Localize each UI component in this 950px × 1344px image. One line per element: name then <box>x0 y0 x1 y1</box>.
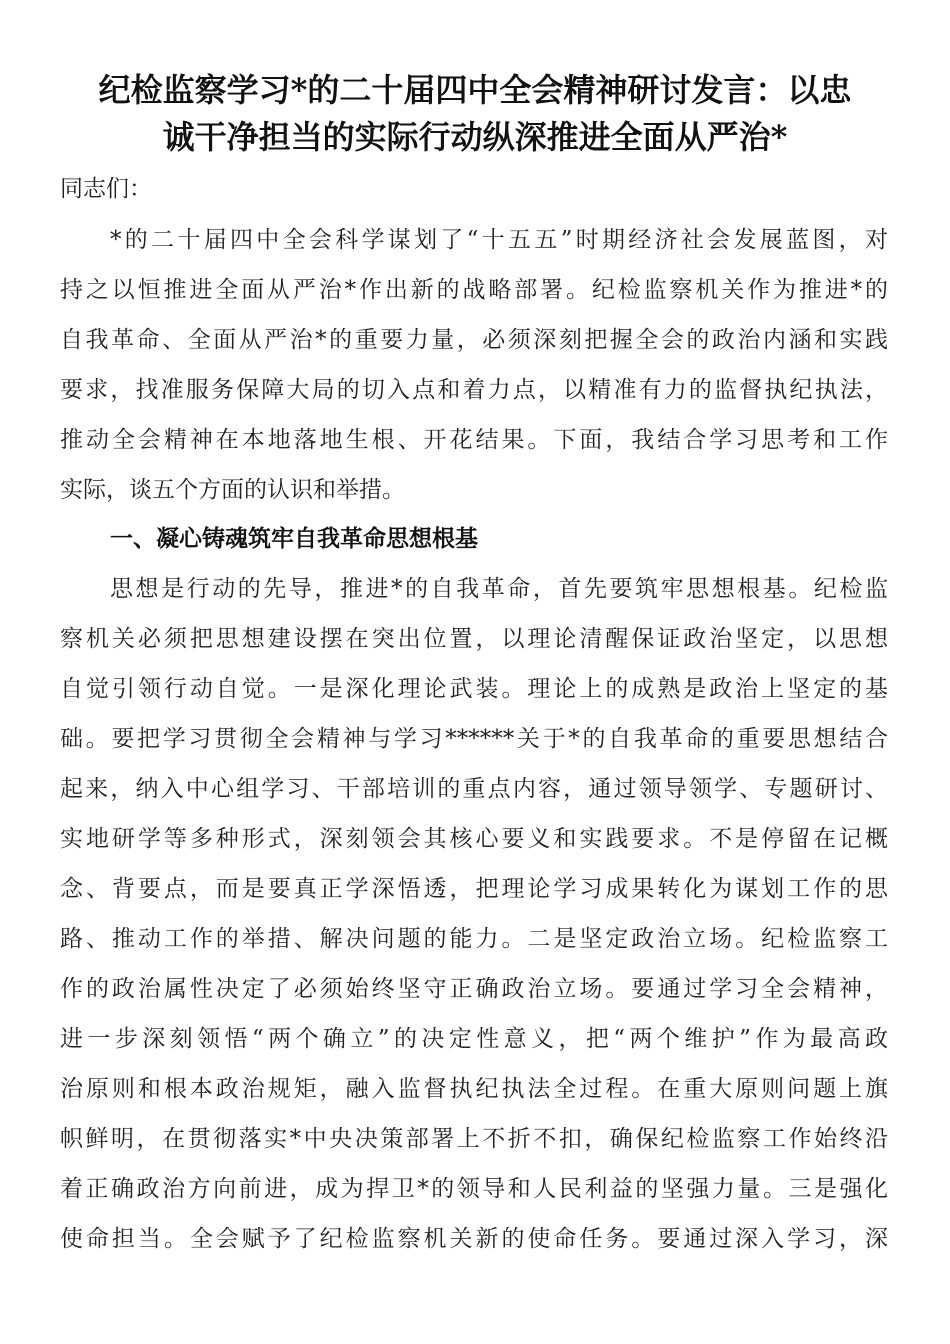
paragraph-2-line: 思想是行动的先导，推进*的自我革命，首先要筑牢思想根基。纪检监 <box>110 576 888 602</box>
document-title-line-1: 纪检监察学习*的二十届四中全会精神研讨发言：以忠 <box>98 71 852 109</box>
document-title-line-2: 诚干净担当的实际行动纵深推进全面从严治* <box>162 118 788 156</box>
paragraph-1-line: 自我革命、全面从严治*的重要力量，必须深刻把握全会的政治内涵和实践 <box>60 327 888 353</box>
paragraph-2-line: 念、背要点，而是要真正学深悟透，把理论学习成果转化为谋划工作的思 <box>60 876 888 902</box>
paragraph-2-line: 作的政治属性决定了必须始终坚守正确政治立场。要通过学习全会精神， <box>60 976 888 1002</box>
paragraph-2-line: 进一步深刻领悟“两个确立”的决定性意义，把“两个维护”作为最高政 <box>60 1026 888 1052</box>
section-heading: 一、凝心铸魂筑牢自我革命思想根基 <box>110 526 478 552</box>
paragraph-2-line: 路、推动工作的举措、解决问题的能力。二是坚定政治立场。纪检监察工 <box>60 926 888 952</box>
paragraph-2-line: 础。要把学习贯彻全会精神与学习******关于*的自我革命的重要思想结合 <box>60 726 888 752</box>
paragraph-2-line: 帜鲜明，在贯彻落实*中央决策部署上不折不扣，确保纪检监察工作始终沿 <box>60 1126 888 1152</box>
paragraph-2-line: 着正确政治方向前进，成为捍卫*的领导和人民利益的坚强力量。三是强化 <box>60 1176 888 1202</box>
salutation: 同志们： <box>60 176 152 202</box>
paragraph-2-line: 治原则和根本政治规矩，融入监督执纪执法全过程。在重大原则问题上旗 <box>60 1076 888 1102</box>
paragraph-2-line: 自觉引领行动自觉。一是深化理论武装。理论上的成熟是政治上坚定的基 <box>60 676 888 702</box>
paragraph-2-line: 起来，纳入中心组学习、干部培训的重点内容，通过领导领学、专题研讨、 <box>60 776 888 802</box>
paragraph-1-line: *的二十届四中全会科学谋划了“十五五”时期经济社会发展蓝图，对 <box>110 227 888 253</box>
paragraph-1-line: 实际，谈五个方面的认识和举措。 <box>60 477 405 503</box>
paragraph-1-line: 持之以恒推进全面从严治*作出新的战略部署。纪检监察机关作为推进*的 <box>60 277 888 303</box>
paragraph-2-line: 察机关必须把思想建设摆在突出位置，以理论清醒保证政治坚定，以思想 <box>60 626 888 652</box>
paragraph-1-line: 推动全会精神在本地落地生根、开花结果。下面，我结合学习思考和工作 <box>60 427 888 453</box>
paragraph-2-line: 实地研学等多种形式，深刻领会其核心要义和实践要求。不是停留在记概 <box>60 826 888 852</box>
paragraph-2-line: 使命担当。全会赋予了纪检监察机关新的使命任务。要通过深入学习，深 <box>60 1226 888 1252</box>
paragraph-1-line: 要求，找准服务保障大局的切入点和着力点，以精准有力的监督执纪执法， <box>60 377 888 403</box>
